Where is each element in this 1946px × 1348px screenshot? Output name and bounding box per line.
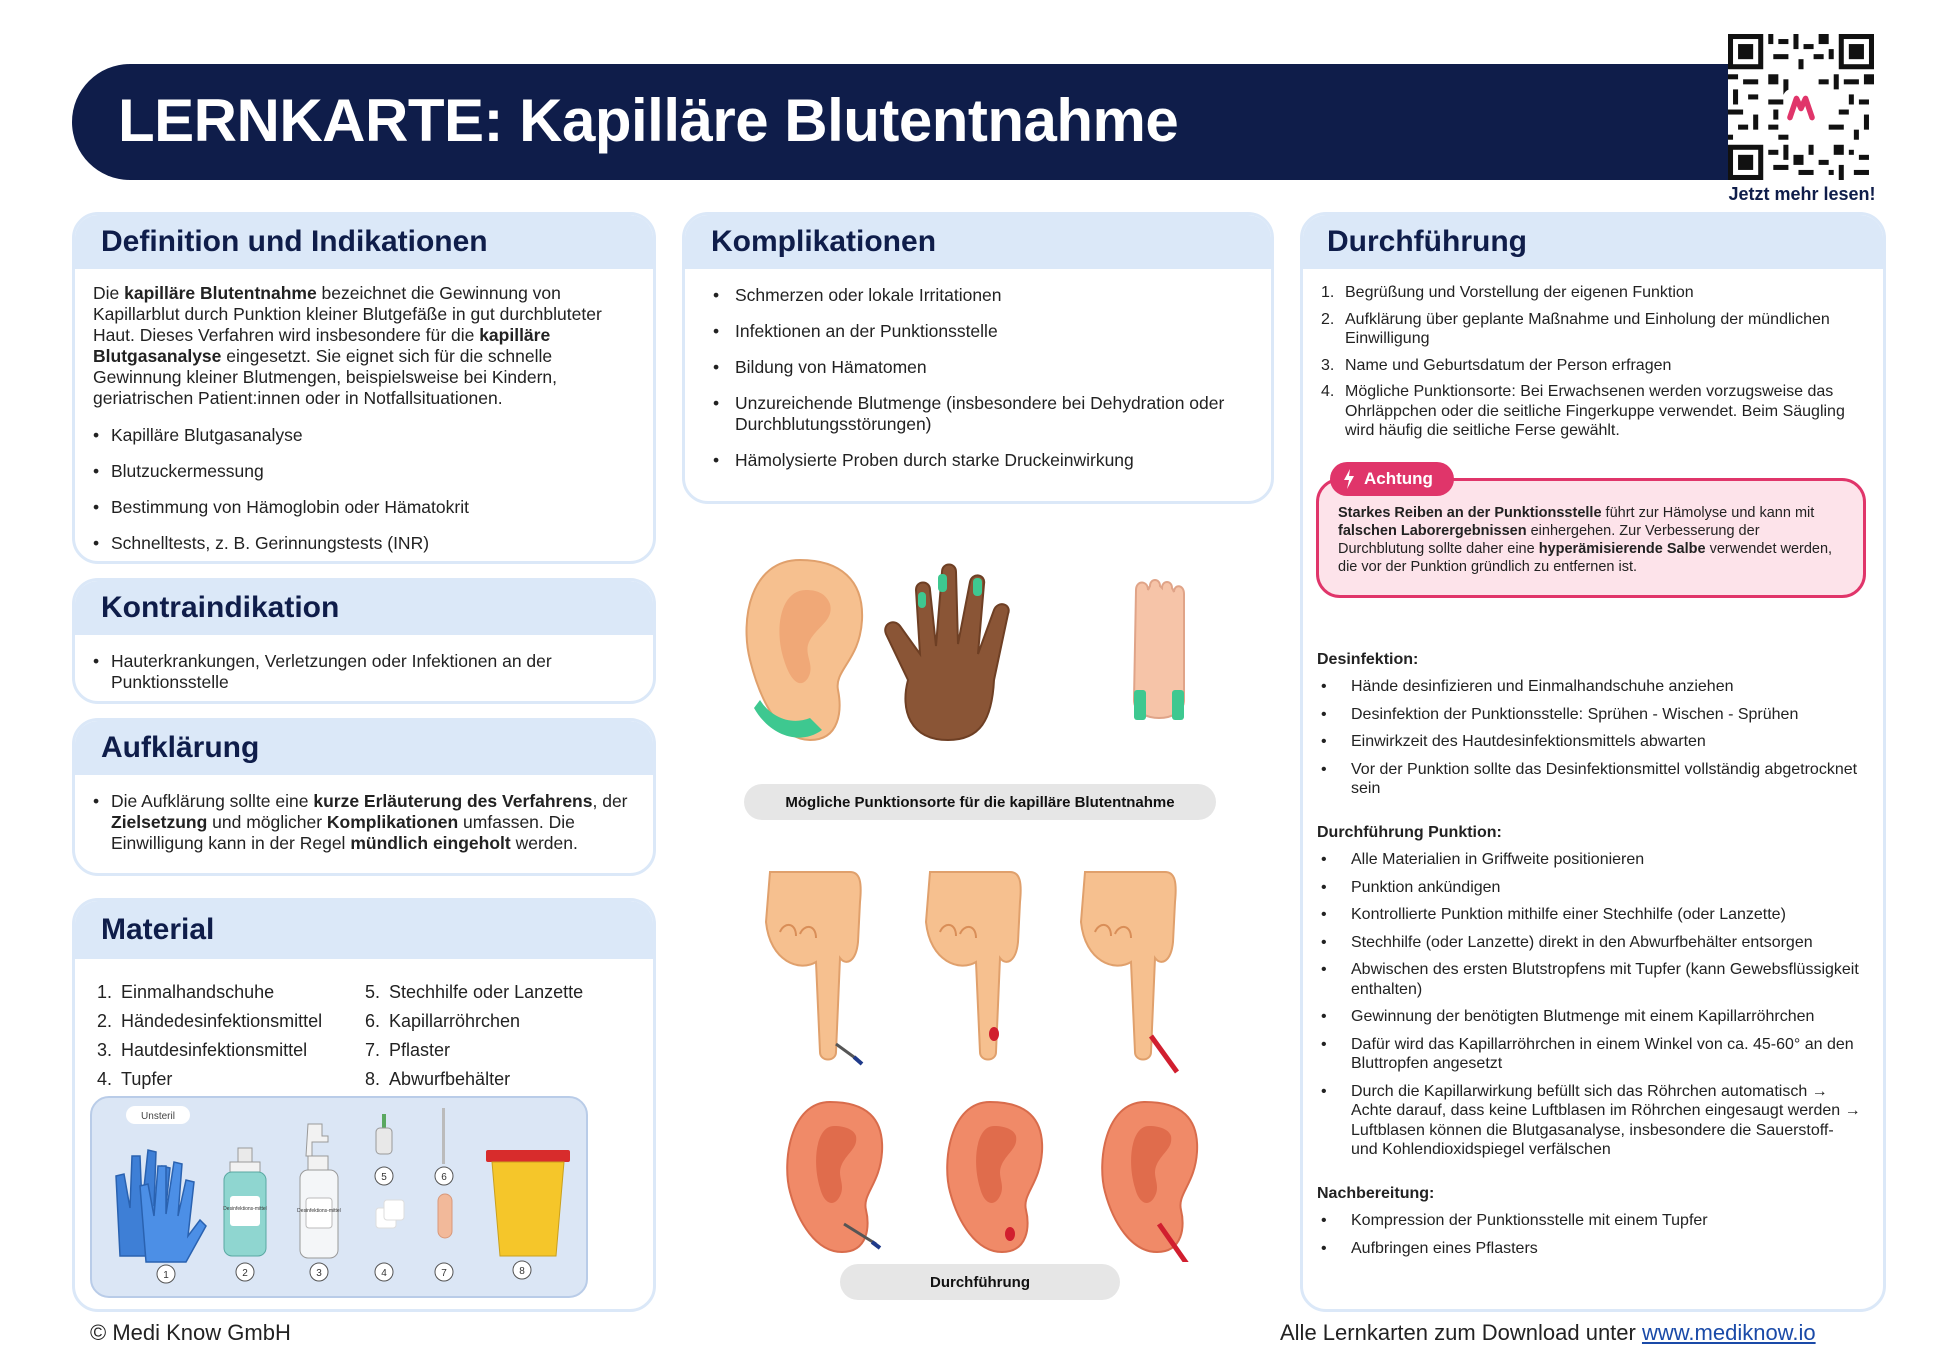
material-number: 6 <box>441 1172 447 1183</box>
definition-paragraph: Die kapilläre Blutentnahme bezeichnet die Gewinnung von Kapillarblut durch Punktion kleiner Blutgefäße in gut durchbluteter Haut. Dieses Verfahren wird insbesondere für die kapilläre Blutgasanalyse eingesetzt. Sie eignet sich für die schnelle Gewinnung kleiner Blutmengen, beispielsweise bei Kindern, geriatrischen Patient:innen oder in Notfallsituationen. <box>93 283 602 408</box>
list-item: 6. Kapillarröhrchen <box>365 1011 521 1031</box>
kontraindikation-heading: Kontraindikation <box>75 581 653 635</box>
procedure-illustration <box>750 862 1230 1262</box>
lightning-icon <box>1342 469 1356 489</box>
foot-icon <box>1134 580 1184 720</box>
warning-tag-label: Achtung <box>1364 469 1433 488</box>
list-item: 2. Händedesinfektionsmittel <box>97 1011 323 1031</box>
list-item: 1. Begrüßung und Vorstellung der eigenen Funktion <box>1321 284 1694 301</box>
material-number: 7 <box>441 1268 447 1279</box>
material-number: 8 <box>519 1266 525 1277</box>
list-item: • Infektionen an der Punktionsstelle <box>699 321 1251 342</box>
material-number: 2 <box>242 1268 248 1279</box>
list-item: 4. Tupfer <box>97 1069 173 1089</box>
material-number: 3 <box>316 1268 322 1279</box>
list-item: • Kapilläre Blutgasanalyse <box>93 425 633 446</box>
list-item: • Stechhilfe (oder Lanzette) direkt in den Abwurfbehälter entsorgen <box>1317 933 1863 953</box>
list-item: • Schnelltests, z. B. Gerinnungstests (INR) <box>93 533 633 554</box>
list-item: • Schmerzen oder lokale Irritationen <box>699 285 1251 306</box>
finger-puncture-icon <box>766 872 862 1064</box>
material-list <box>93 981 633 1091</box>
qr-caption[interactable]: Jetzt mehr lesen! <box>1728 184 1876 204</box>
list-item: • Vor der Punktion sollte das Desinfektionsmittel vollständig abgetrocknet sein <box>1317 760 1863 799</box>
material-number: 4 <box>381 1268 387 1279</box>
page-title: LERNKARTE: Kapilläre Blutentnahme <box>118 87 1179 154</box>
list-item: • Einwirkzeit des Hautdesinfektionsmittels abwarten <box>1317 732 1863 752</box>
list-item: 8. Abwurfbehälter <box>365 1069 511 1089</box>
list-item: • Desinfektion der Punktionsstelle: Sprühen - Wischen - Sprühen <box>1317 705 1863 725</box>
durchfuehrung-heading: Durchführung <box>1303 215 1883 269</box>
durchfuehrung-caption: Durchführung <box>840 1264 1120 1300</box>
ear-blood-drop-icon <box>947 1102 1042 1252</box>
list-item: • Hände desinfizieren und Einmalhandschuhe anziehen <box>1317 677 1863 697</box>
material-number: 1 <box>163 1270 169 1281</box>
desinfektion-heading: Desinfektion: <box>1317 650 1419 668</box>
finger-blood-drop-icon <box>926 872 1021 1060</box>
list-item: • Hämolysierte Proben durch starke Druckeinwirkung <box>699 450 1251 471</box>
list-item: • Durch die Kapillarwirkung befüllt sich das Röhrchen automatisch → Achte darauf, dass keine Luftblasen im Röhrchen eingesaugt werden → Luftblasen können die Blutgasanalyse, insbesondere die Sauerstoff- und Kohlendioxidspiegel verfälschen <box>1317 1082 1863 1160</box>
durchfuehrung-card <box>1300 212 1886 1312</box>
list-item: • Alle Materialien in Griffweite positionieren <box>1317 850 1863 870</box>
list-item: 4. Mögliche Punktionsorte: Bei Erwachsenen werden vorzugsweise das Ohrläppchen oder die seitliche Fingerkuppe verwendet. Beim Säugling wird häufig die seitliche Ferse gewählt. <box>1321 383 1845 439</box>
list-item: • Bildung von Hämatomen <box>699 357 1251 378</box>
ear-capillary-icon <box>1102 1102 1197 1262</box>
aufklaerung-card <box>72 718 656 876</box>
list-item: • Bestimmung von Hämoglobin oder Hämatokrit <box>93 497 633 518</box>
website-link[interactable]: www.mediknow.io <box>1641 1320 1816 1345</box>
ear-puncture-icon <box>787 1102 882 1252</box>
list-item: • Kompression der Punktionsstelle mit einem Tupfer <box>1317 1211 1863 1231</box>
punktionsorte-caption: Mögliche Punktionsorte für die kapilläre Blutentnahme <box>744 784 1216 820</box>
puncture-sites-illustration <box>730 550 1230 750</box>
list-item: 3. Hautdesinfektionsmittel <box>97 1040 308 1060</box>
warning-tag <box>1330 462 1454 496</box>
plaster-icon <box>438 1194 452 1238</box>
list-item: • Blutzuckermessung <box>93 461 633 482</box>
list-item: • Abwischen des ersten Blutstropfens mit Tupfer (kann Gewebsflüssigkeit enthalten) <box>1317 960 1863 999</box>
komplikationen-heading: Komplikationen <box>685 215 1271 269</box>
ear-icon <box>747 560 863 740</box>
hand-icon <box>885 565 1009 741</box>
list-item: • Kontrollierte Punktion mithilfe einer Stechhilfe (oder Lanzette) <box>1317 905 1863 925</box>
material-number: 5 <box>381 1172 387 1183</box>
nachbereitung-heading: Nachbereitung: <box>1317 1184 1435 1202</box>
warning-text: Starkes Reiben an der Punktionsstelle führt zur Hämolyse und kann mit falschen Laborergebnissen einhergehen. Zur Verbesserung der Durchblutung sollte daher eine hyperämisierende Salbe verwendet werden, die vor der Punktion gründlich zu entfernen ist. <box>1338 505 1833 575</box>
definition-card <box>72 212 656 564</box>
definition-heading: Definition und Indikationen <box>75 215 653 269</box>
list-item: • Gewinnung der benötigten Blutmenge mit einem Kapillarröhrchen <box>1317 1007 1863 1027</box>
sharps-container-icon <box>486 1150 570 1256</box>
list-item: 2. Aufklärung über geplante Maßnahme und Einholung der mündlichen Einwilligung <box>1321 310 1830 347</box>
list-item: 7. Pflaster <box>365 1040 451 1060</box>
material-illustration <box>90 1096 588 1298</box>
bottle-label: Desinfektions-mittel <box>297 1208 341 1214</box>
kontraindikation-card <box>72 578 656 704</box>
punktion-heading: Durchführung Punktion: <box>1317 823 1502 841</box>
komplikationen-card <box>682 212 1274 504</box>
list-item: • Aufbringen eines Pflasters <box>1317 1239 1863 1259</box>
download-note: Alle Lernkarten zum Download unter www.mediknow.io <box>1280 1320 1816 1345</box>
list-item: 5. Stechhilfe oder Lanzette <box>365 982 584 1002</box>
glove-label: Unsteril <box>141 1111 175 1122</box>
list-item: 1. Einmalhandschuhe <box>97 982 275 1002</box>
bottle-label: Desinfektions-mittel <box>223 1206 267 1212</box>
list-item: • Hauterkrankungen, Verletzungen oder Infektionen an der Punktionsstelle <box>93 651 633 693</box>
aufklaerung-heading: Aufklärung <box>75 721 653 775</box>
hand-disinfectant-icon <box>223 1148 267 1256</box>
list-item: • Dafür wird das Kapillarröhrchen in einem Winkel von ca. 45-60° an den Bluttropfen angesetzt <box>1317 1035 1863 1074</box>
finger-capillary-icon <box>1081 872 1177 1072</box>
list-item: • Unzureichende Blutmenge (insbesondere bei Dehydration oder Durchblutungsstörungen) <box>699 393 1251 435</box>
aufklaerung-text: • Die Aufklärung sollte eine kurze Erläuterung des Verfahrens, der Zielsetzung und möglicher Komplikationen umfassen. Die Einwilligung kann in der Regel mündlich eingeholt werden. <box>93 791 633 854</box>
list-item: 3. Name und Geburtsdatum der Person erfragen <box>1321 356 1672 374</box>
list-item: • Punktion ankündigen <box>1317 878 1863 898</box>
capillary-tube-icon <box>442 1108 445 1164</box>
qr-code[interactable] <box>1728 34 1874 180</box>
material-heading: Material <box>75 901 653 959</box>
copyright: © Medi Know GmbH <box>90 1320 291 1345</box>
